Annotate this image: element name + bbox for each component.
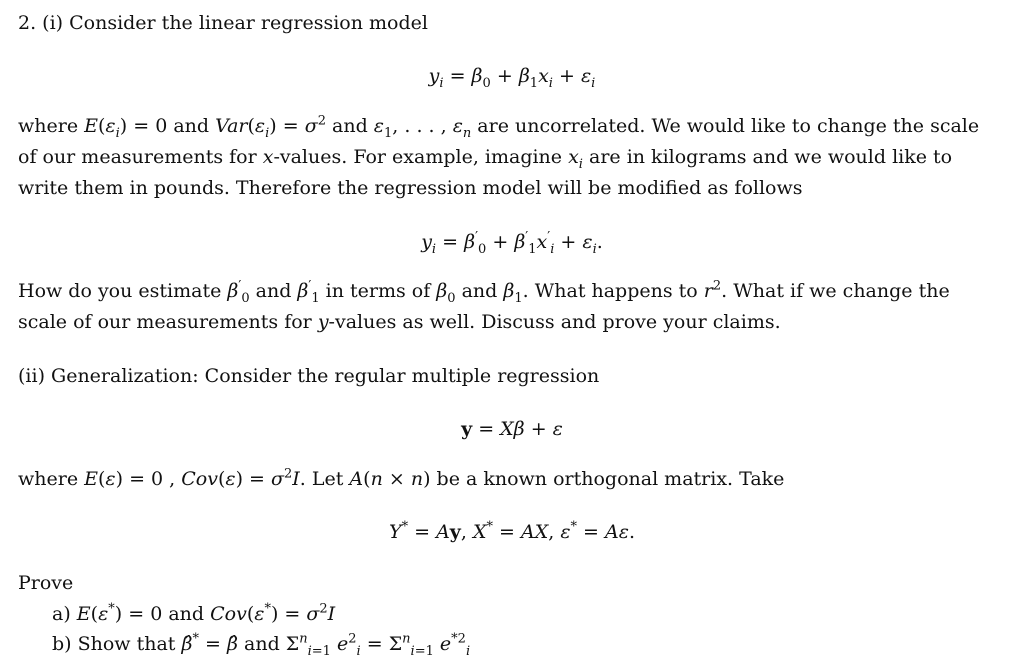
paragraph-orthogonal: where E(ε) = 0 , $Cov(\varepsilon) = \sigma^2I$. Let A(n × n) be a known orthogonal matrix. Take [18, 466, 785, 490]
prove-heading: Prove [18, 572, 74, 594]
equation-transform: Y* = Ay, X* = AX, ε* = Aε. [389, 519, 635, 543]
question-intro: 2. (i) Consider the linear regression model [18, 12, 428, 34]
list-item-b: b) Show that β̂* = β̂ and $\Sigma^n_{i=1}$ $e^2_i = \Sigma^n_{i=1}$ $e^{*2}_i$ [52, 631, 471, 659]
paragraph-scale-change: where $E(\varepsilon_i) = 0$ and $Var(\varepsilon_i) = \sigma^2$ and $\varepsilon_1$, . . . , $\varepsilon_n$ are uncorrelated. We would like to change the scale of our measurements for x-values. For example, imagine $x_i$ are in kilograms and we would like to write them in pounds. Therefore the regression model will be modified as follows [18, 113, 980, 199]
part-ii-intro: (ii) Generalization: Consider the regular multiple regression [18, 365, 600, 387]
equation-model: $y_i = \beta_0 + \beta_1x_i + \varepsilon_i$ [428, 65, 596, 91]
paragraph-question: How do you estimate $\beta'_0$ and $\beta'_1$ in terms of $\beta_0$ and $\beta_1$. What happens to $r^2$. What if we change the scale of our measurements for y-values as well. Discuss and prove your claims. [18, 278, 950, 333]
equation-multiple-regression: y = Xβ + ε [461, 418, 563, 440]
list-item-a: a) E(ε*) = 0 and $Cov(\varepsilon^*) = \sigma^2I$ [52, 601, 336, 625]
equation-modified-model: $y_i = \beta'_0 + \beta'_1x'_i + \varepsilon_i$. [421, 229, 603, 257]
